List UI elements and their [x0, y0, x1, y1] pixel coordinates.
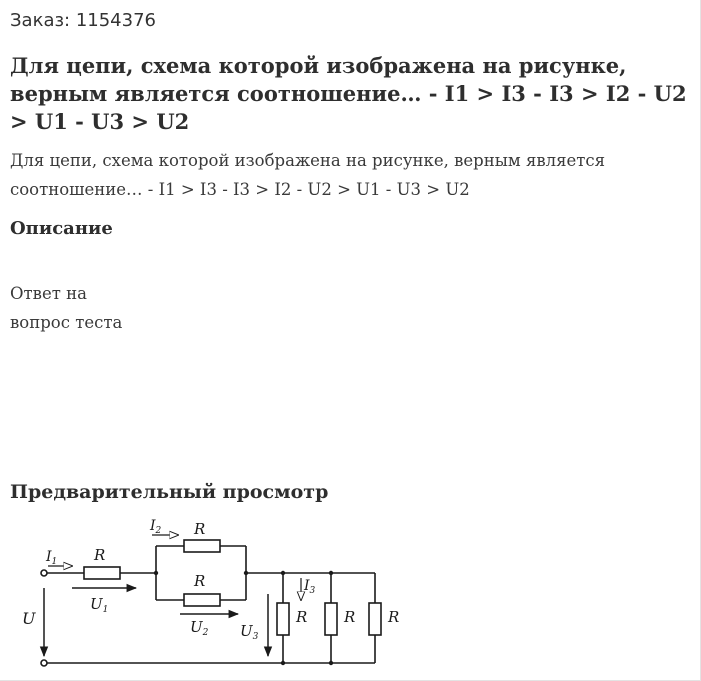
resistor-r1: [84, 567, 120, 579]
answer-line-2: вопрос теста: [10, 313, 123, 332]
description-heading: Описание: [10, 218, 113, 239]
circuit-diagram: [0, 508, 420, 673]
preview-heading: Предварительный просмотр: [10, 481, 329, 503]
resistor-r2-bottom: [184, 594, 220, 606]
svg-text:U2: $U_2$: [190, 618, 209, 638]
svg-text:I3: $I_3$: [304, 578, 316, 596]
resistor-r2-top: [184, 540, 220, 552]
svg-text:I1: $I_1$: [46, 549, 58, 567]
svg-text:R: R: [296, 608, 308, 626]
svg-text:R: R: [344, 608, 356, 626]
answer-text: [10, 279, 210, 337]
svg-text:R: R: [194, 520, 206, 538]
svg-text:I2: $I_2$: [150, 518, 162, 536]
terminal-top: [41, 570, 47, 576]
answer-line-1: Ответ на: [10, 284, 87, 303]
svg-text:U: U: [22, 609, 36, 628]
svg-text:R: R: [388, 608, 400, 626]
svg-text:U1: $U_1$: [90, 595, 109, 615]
svg-text:R: R: [194, 572, 206, 590]
svg-text:U3: $U_3$: [240, 622, 259, 642]
resistor-r3-2: [325, 603, 337, 635]
resistor-r3-1: [277, 603, 289, 635]
terminal-bottom: [41, 660, 47, 666]
svg-text:R: R: [94, 546, 106, 564]
order-number: Заказ: 1154376: [10, 10, 156, 31]
lead-text: Для цепи, схема которой изображена на рисунке, верным является соотношение… - I1 > I3 - I3 > I2 - U2 > U1 - U3 > U2: [10, 151, 606, 199]
page-title: Для цепи, схема которой изображена на рисунке, верным является соотношение… - I1 > I3 - I3 > I2 - U2 > U1 - U3 > U2: [10, 53, 687, 134]
resistor-r3-3: [369, 603, 381, 635]
